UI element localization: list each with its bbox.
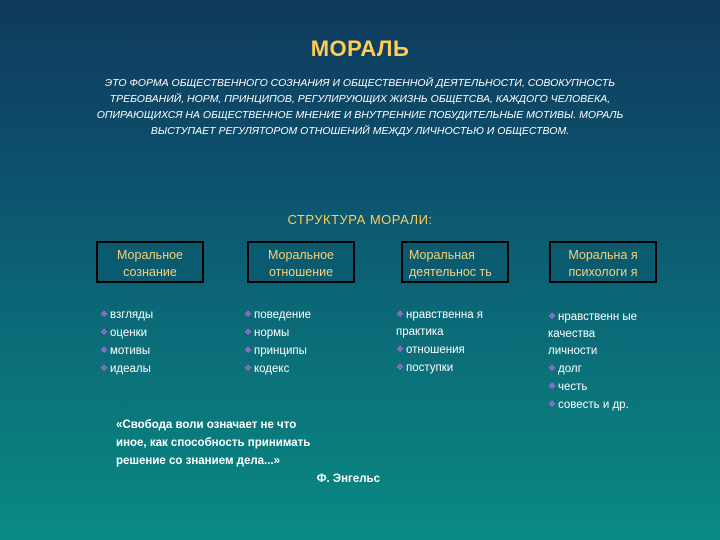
structure-heading: СТРУКТУРА МОРАЛИ:	[287, 212, 433, 227]
quote-line: иное, как способность принимать	[116, 437, 311, 449]
list-item: ❖ нравственн ые качества личности	[548, 308, 638, 360]
diamond-bullet-icon: ❖	[396, 344, 405, 354]
box-moral-consciousness	[96, 241, 204, 283]
box-moral-activity	[401, 241, 509, 283]
definition-text: ЭТО ФОРМА ОБЩЕСТВЕННОГО СОЗНАНИЯ И ОБЩЕСТВЕННОЙ ДЕЯТЕЛЬНОСТИ, СОВОКУПНОСТЬ ТРЕБОВАНИЙ, НОРМ, ПРИНЦИПОВ, РЕГУЛИРУЮЩИХ ЖИЗНЬ ОБЩЕТСВА, КАЖДОГО ЧЕЛОВЕКА, ОПИРАЮЩИХСЯ НА ОБЩЕСТВЕННОЕ МНЕНИЕ И ВНУТРЕННИЕ ПОБУДИТЕЛЬНЫЕ МОТИВЫ. МОРАЛЬ ВЫСТУПАЕТ РЕГУЛЯТОРОМ ОТНОШЕНИЙ МЕЖДУ ЛИЧНОСТЬЮ И ОБЩЕСТВОМ.	[96, 77, 624, 137]
quote-author: Ф. Энгельс	[316, 473, 380, 485]
list-item: ❖ поведение	[244, 306, 354, 324]
diamond-bullet-icon: ❖	[100, 363, 109, 373]
box-title: Моральная деятельнос ть	[409, 248, 492, 279]
box-moral-relation	[247, 241, 355, 283]
list-item: ❖ поступки	[396, 359, 502, 377]
box-moral-psychology	[549, 241, 657, 283]
list-item: ❖ долг	[548, 360, 638, 378]
list-item: ❖ взгляды	[100, 306, 200, 324]
list-moral-psychology	[548, 308, 638, 414]
list-item: ❖ идеалы	[100, 360, 200, 378]
box-title: Моральное отношение	[267, 248, 335, 279]
diamond-bullet-icon: ❖	[244, 363, 253, 373]
diamond-bullet-icon: ❖	[548, 363, 557, 373]
box-title: Моральна я психологи я	[568, 248, 638, 279]
box-title: Моральное сознание	[116, 248, 184, 279]
slide-title: МОРАЛЬ	[310, 36, 410, 61]
list-item: ❖ кодекс	[244, 360, 354, 378]
diamond-bullet-icon: ❖	[396, 309, 405, 319]
list-item: ❖ отношения	[396, 341, 502, 359]
list-item: ❖ нормы	[244, 324, 354, 342]
diamond-bullet-icon: ❖	[100, 345, 109, 355]
list-item: ❖ принципы	[244, 342, 354, 360]
diamond-bullet-icon: ❖	[244, 327, 253, 337]
list-item: ❖ нравственна я практика	[396, 306, 502, 341]
diamond-bullet-icon: ❖	[100, 327, 109, 337]
diamond-bullet-icon: ❖	[244, 309, 253, 319]
list-moral-consciousness	[100, 306, 200, 378]
diamond-bullet-icon: ❖	[396, 362, 405, 372]
quote-line: «Свобода воли означает не что	[116, 419, 297, 431]
list-moral-relation	[244, 306, 354, 378]
list-item: ❖ оценки	[100, 324, 200, 342]
diamond-bullet-icon: ❖	[244, 345, 253, 355]
diamond-bullet-icon: ❖	[100, 309, 109, 319]
list-moral-activity	[396, 306, 502, 377]
quote-line: решение со знанием дела...»	[116, 455, 281, 467]
diamond-bullet-icon: ❖	[548, 311, 557, 321]
diamond-bullet-icon: ❖	[548, 381, 557, 391]
list-item: ❖ мотивы	[100, 342, 200, 360]
engels-quote	[116, 416, 386, 488]
list-item: ❖ честь	[548, 378, 638, 396]
diamond-bullet-icon: ❖	[548, 399, 557, 409]
list-item: ❖ совесть и др.	[548, 396, 638, 414]
